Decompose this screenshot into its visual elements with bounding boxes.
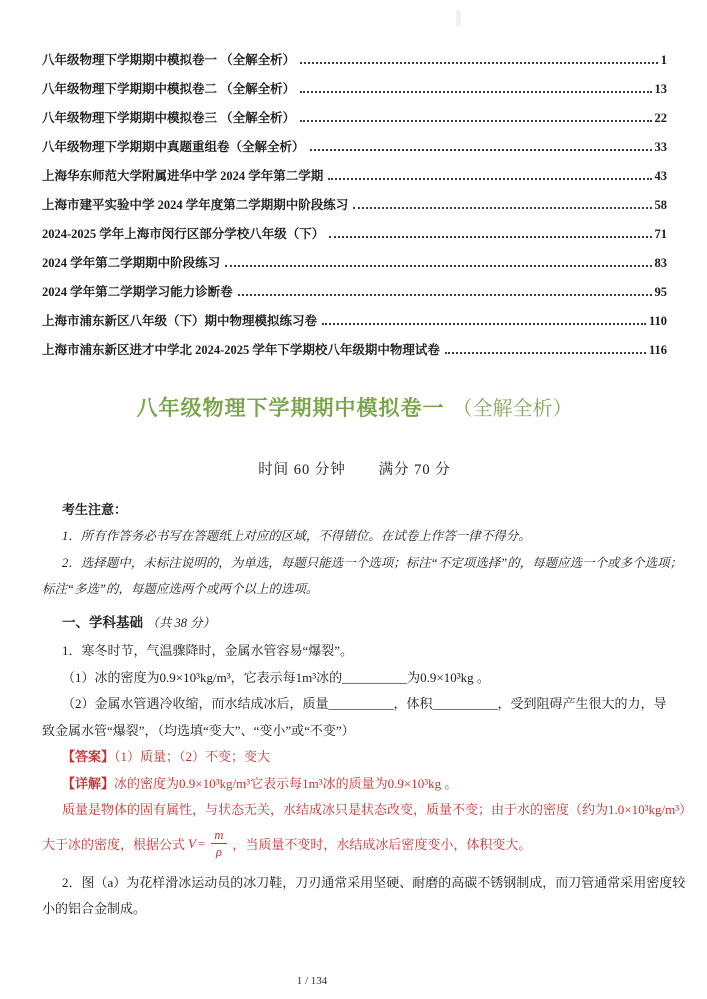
toc-dotted-leader bbox=[322, 323, 646, 325]
toc-entry-title[interactable]: 2024-2025 学年上海市闵行区部分学校八年级（下） bbox=[42, 227, 325, 241]
exam-meta-line bbox=[42, 458, 667, 479]
page-number-indicator: 1 / 134 bbox=[296, 975, 328, 987]
question-2-line-1: 2．图（a）为花样滑冰运动员的冰刀鞋，刀刃通常采用坚硬、耐磨的高碳不锈钢制成，而刀管通常采用密度较 bbox=[62, 874, 686, 890]
formula-equals-sign: = bbox=[197, 835, 206, 851]
analysis-text-post: ，当质量不变时，水结成冰后密度变小，体积变大。 bbox=[232, 837, 532, 853]
toc-page-number: 58 bbox=[654, 198, 667, 212]
toc-page-number: 22 bbox=[654, 111, 667, 125]
toc-page-number: 110 bbox=[648, 314, 667, 328]
toc-entry-title[interactable]: 八年级物理下学期期中真题重组卷（全解全析） bbox=[42, 140, 305, 154]
toc-dotted-leader bbox=[300, 120, 651, 122]
section-heading-title: 一、学科基础 bbox=[62, 615, 143, 630]
question-1-analysis-line-2 bbox=[42, 829, 667, 859]
toc-entry-title[interactable]: 八年级物理下学期期中模拟卷三 （全解全析） bbox=[42, 111, 296, 125]
toc-entry[interactable] bbox=[42, 197, 667, 213]
formula-variable-v: V bbox=[188, 835, 196, 851]
toc-dotted-leader bbox=[238, 294, 652, 296]
analysis-text-pre: 大于冰的密度，根据公式 bbox=[42, 837, 186, 853]
formula-fraction bbox=[209, 829, 228, 859]
toc-entry[interactable] bbox=[42, 342, 667, 358]
notice-line-2: 2．选择题中，未标注说明的，为单选，每题只能选一个选项；标注“不定项选择”的，每题应选一个或多个选项； bbox=[62, 555, 683, 570]
table-of-contents bbox=[42, 52, 667, 358]
toc-dotted-leader bbox=[445, 352, 646, 354]
toc-entry[interactable] bbox=[42, 110, 667, 126]
question-1-part-2-line-2: 致金属水管“爆裂”，（均选填“变大”、“变小”或“不变”） bbox=[42, 722, 355, 738]
answer-text: （1）质量；（2）不变；变大 bbox=[114, 749, 271, 764]
toc-entry[interactable] bbox=[42, 284, 667, 300]
toc-entry[interactable] bbox=[42, 226, 667, 242]
toc-entry-title[interactable]: 2024 学年第二学期期中阶段练习 bbox=[42, 256, 221, 270]
toc-dotted-leader bbox=[225, 265, 651, 267]
toc-entry-title[interactable]: 上海市建平实验中学 2024 学年度第二学期期中阶段练习 bbox=[42, 198, 349, 212]
toc-entry[interactable] bbox=[42, 168, 667, 184]
toc-entry[interactable] bbox=[42, 52, 667, 68]
toc-page-number: 33 bbox=[654, 140, 667, 154]
exam-time: 时间 60 分钟 bbox=[258, 462, 346, 478]
question-1-explanation bbox=[42, 776, 667, 792]
formula-numerator: m bbox=[214, 827, 224, 842]
notice-line-1: 1．所有作答务必书写在答题纸上对应的区域，不得错位。在试卷上作答一律不得分。 bbox=[62, 529, 531, 543]
question-2 bbox=[42, 874, 686, 918]
question-1-stem: 1．寒冬时节，气温骤降时，金属水管容易“爆裂”。 bbox=[62, 643, 354, 658]
question-2-line-2: 小的铝合金制成。 bbox=[42, 901, 147, 917]
answer-marker: 【答案】 bbox=[62, 749, 115, 764]
toc-entry-title[interactable]: 八年级物理下学期期中模拟卷二 （全解全析） bbox=[42, 82, 296, 96]
notice-section bbox=[42, 499, 683, 597]
toc-page-number: 116 bbox=[648, 343, 667, 357]
question-1-part-1: （1）冰的密度为0.9×10³kg/m³，它表示每1m³冰的__________为0.9×10³kg 。 bbox=[62, 669, 490, 685]
toc-entry-title[interactable]: 上海华东师范大学附属进华中学 2024 学年第二学期 bbox=[42, 169, 324, 183]
exam-score: 满分 70 分 bbox=[378, 462, 451, 478]
toc-dotted-leader bbox=[300, 91, 651, 93]
question-1-analysis-line-1: 质量是物体的固有属性，与状态无关，水结成冰只是状态改变，质量不变；由于水的密度（约为1.0×10³kg/m³） bbox=[62, 802, 693, 817]
explanation-text: 冰的密度为0.9×10³kg/m³它表示每1m³冰的质量为0.9×10³kg 。 bbox=[114, 775, 458, 791]
question-1-part-2-line-1: （2）金属水管遇冷收缩，而水结成冰后，质量__________，体积__________，受到阻碍产生很大的力，导 bbox=[62, 696, 667, 711]
toc-entry-title[interactable]: 八年级物理下学期期中模拟卷一 （全解全析） bbox=[42, 53, 296, 67]
toc-dotted-leader bbox=[353, 207, 651, 209]
toc-dotted-leader bbox=[328, 178, 651, 180]
notice-line-3: 标注“多选”的，每题应选两个或两个以上的选项。 bbox=[42, 582, 319, 596]
toc-page-number: 83 bbox=[654, 256, 667, 270]
scan-artifact bbox=[456, 10, 461, 26]
toc-entry[interactable] bbox=[42, 81, 667, 97]
toc-entry-title[interactable]: 上海市浦东新区八年级（下）期中物理模拟练习卷 bbox=[42, 314, 318, 328]
section-heading-points: （共 38 分） bbox=[146, 616, 216, 630]
toc-entry[interactable] bbox=[42, 255, 667, 271]
notice-heading: 考生注意： bbox=[62, 502, 128, 517]
toc-page-number: 13 bbox=[654, 82, 667, 96]
paper-title-sub: （全解全析） bbox=[452, 398, 573, 420]
formula-denominator: ρ bbox=[211, 843, 227, 859]
toc-page-number: 1 bbox=[660, 53, 667, 67]
toc-page-number: 95 bbox=[654, 285, 667, 299]
section-heading bbox=[42, 611, 667, 631]
toc-dotted-leader bbox=[300, 62, 658, 64]
paper-title bbox=[42, 392, 667, 422]
toc-entry-title[interactable]: 上海市浦东新区进才中学北 2024-2025 学年下学期校八年级期中物理试卷 bbox=[42, 343, 440, 357]
toc-page-number: 43 bbox=[654, 169, 667, 183]
toc-dotted-leader bbox=[310, 149, 652, 151]
explanation-marker: 【详解】 bbox=[62, 775, 115, 791]
paper-title-main: 八年级物理下学期期中模拟卷一 bbox=[136, 397, 445, 420]
toc-dotted-leader bbox=[329, 236, 651, 238]
toc-entry[interactable] bbox=[42, 139, 667, 155]
toc-entry[interactable] bbox=[42, 313, 667, 329]
toc-entry-title[interactable]: 2024 学年第二学期学习能力诊断卷 bbox=[42, 285, 233, 299]
question-1-answer bbox=[42, 749, 667, 765]
toc-page-number: 71 bbox=[654, 227, 667, 241]
